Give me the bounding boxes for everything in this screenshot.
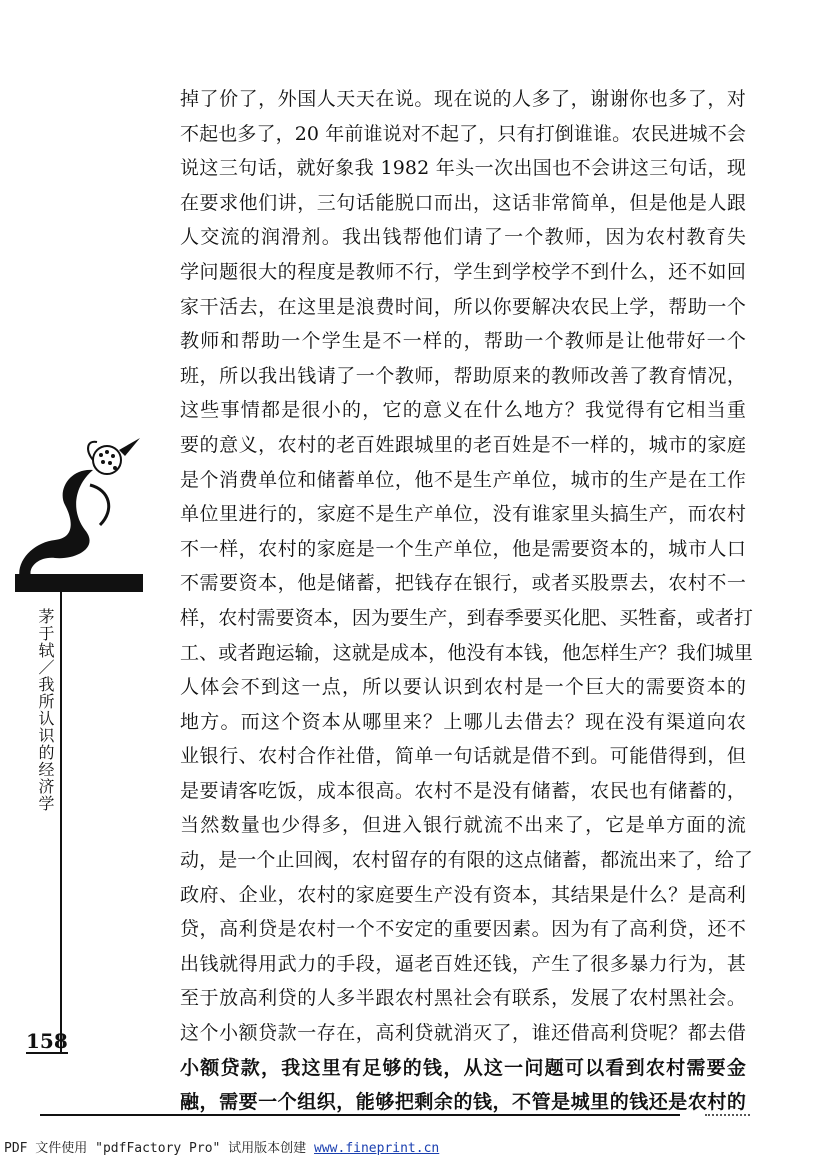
text-line: 样，农村需要资本，因为要生产，到春季要买化肥、买牲畜，或者打 (180, 606, 754, 629)
text-line: 工、或者跑运输，这就是成本，他没有本钱，他怎样生产？我们城里 (180, 641, 754, 664)
text-line: 不需要资本，他是储蓄，把钱存在银行，或者买股票去，农村不一 (180, 572, 746, 595)
text-line: 不起也多了，20 年前谁说对不起了，只有打倒谁谁。农民进城不会 (180, 122, 746, 145)
text-line: 要的意义，农村的老百姓跟城里的老百姓是不一样的，城市的家庭 (180, 433, 746, 456)
text-line: 人体会不到这一点，所以要认识到农村是一个巨大的需要资本的 (180, 676, 746, 699)
text-line: 出钱就得用武力的手段，逼老百姓还钱，产生了很多暴力行为，甚 (180, 952, 746, 975)
text-line: 单位里进行的，家庭不是生产单位，没有谁家里头搞生产，而农村 (180, 503, 746, 526)
text-line: 地方。而这个资本从哪里来？上哪儿去借去？现在没有渠道向农 (180, 710, 746, 733)
footer-rule (40, 1114, 680, 1116)
text-line: 动，是一个止回阀，农村留存的有限的这点储蓄，都流出来了，给了 (180, 849, 754, 872)
text-line: 在要求他们讲，三句话能脱口而出，这话非常简单，但是他是人跟 (180, 191, 746, 214)
running-title: 茅于轼／我所认识的经济学 (36, 608, 55, 812)
text-line: 掉了价了，外国人天天在说。现在说的人多了，谢谢你也多了，对 (180, 88, 746, 110)
text-line: 人交流的润滑剂。我出钱帮他们请了一个教师，因为农村教育失 (180, 226, 746, 249)
text-line: 是个消费单位和储蓄单位，他不是生产单位，城市的生产是在工作 (180, 468, 746, 491)
text-line: 是要请客吃饭，成本很高。农村不是没有储蓄，农民也有储蓄的， (180, 779, 746, 802)
text-line: 小额贷款，我这里有足够的钱，从这一问题可以看到农村需要金 (180, 1056, 746, 1079)
footer-rule-dotted (705, 1114, 750, 1116)
body-text (180, 82, 754, 1120)
text-line: 教师和帮助一个学生是不一样的，帮助一个教师是让他带好一个 (180, 330, 746, 353)
side-black-bar (15, 574, 143, 592)
text-line: 政府、企业，农村的家庭要生产没有资本，其结果是什么？是高利 (180, 883, 746, 906)
page-number: 158 (26, 1029, 68, 1053)
pdf-footer (4, 1137, 439, 1156)
text-line: 这个小额贷款一存在，高利贷就消灭了，谁还借高利贷呢？都去借 (180, 1022, 746, 1045)
text-line: 班，所以我出钱请了一个教师，帮助原来的教师改善了教育情况， (180, 364, 746, 387)
text-line: 业银行、农村合作社借，简单一句话就是借不到。可能借得到，但 (180, 745, 746, 768)
footer-text: PDF 文件使用 "pdfFactory Pro" 试用版本创建 (4, 1141, 315, 1156)
text-line: 不一样，农村的家庭是一个生产单位，他是需要资本的，城市人口 (180, 537, 746, 560)
text-line: 这些事情都是很小的，它的意义在什么地方？我觉得有它相当重 (180, 399, 746, 422)
text-line: 家干活去，在这里是浪费时间，所以你要解决农民上学，帮助一个 (180, 295, 746, 318)
text-line: 贷，高利贷是农村一个不安定的重要因素。因为有了高利贷，还不 (180, 918, 746, 941)
text-line: 学问题很大的程度是教师不行，学生到学校学不到什么，还不如回 (180, 260, 746, 283)
footer-link[interactable]: www.fineprint.cn (314, 1141, 440, 1156)
side-vertical-rule (60, 592, 62, 1052)
text-line: 当然数量也少得多，但进入银行就流不出来了，它是单方面的流 (180, 814, 746, 837)
text-line: 说这三句话，就好象我 1982 年头一次出国也不会讲这三句话，现 (180, 157, 746, 180)
text-line: 融，需要一个组织，能够把剩余的钱，不管是城里的钱还是农村的 (180, 1091, 746, 1114)
text-line: 至于放高利贷的人多半跟农村黑社会有联系，发展了农村黑社会。 (180, 987, 746, 1010)
